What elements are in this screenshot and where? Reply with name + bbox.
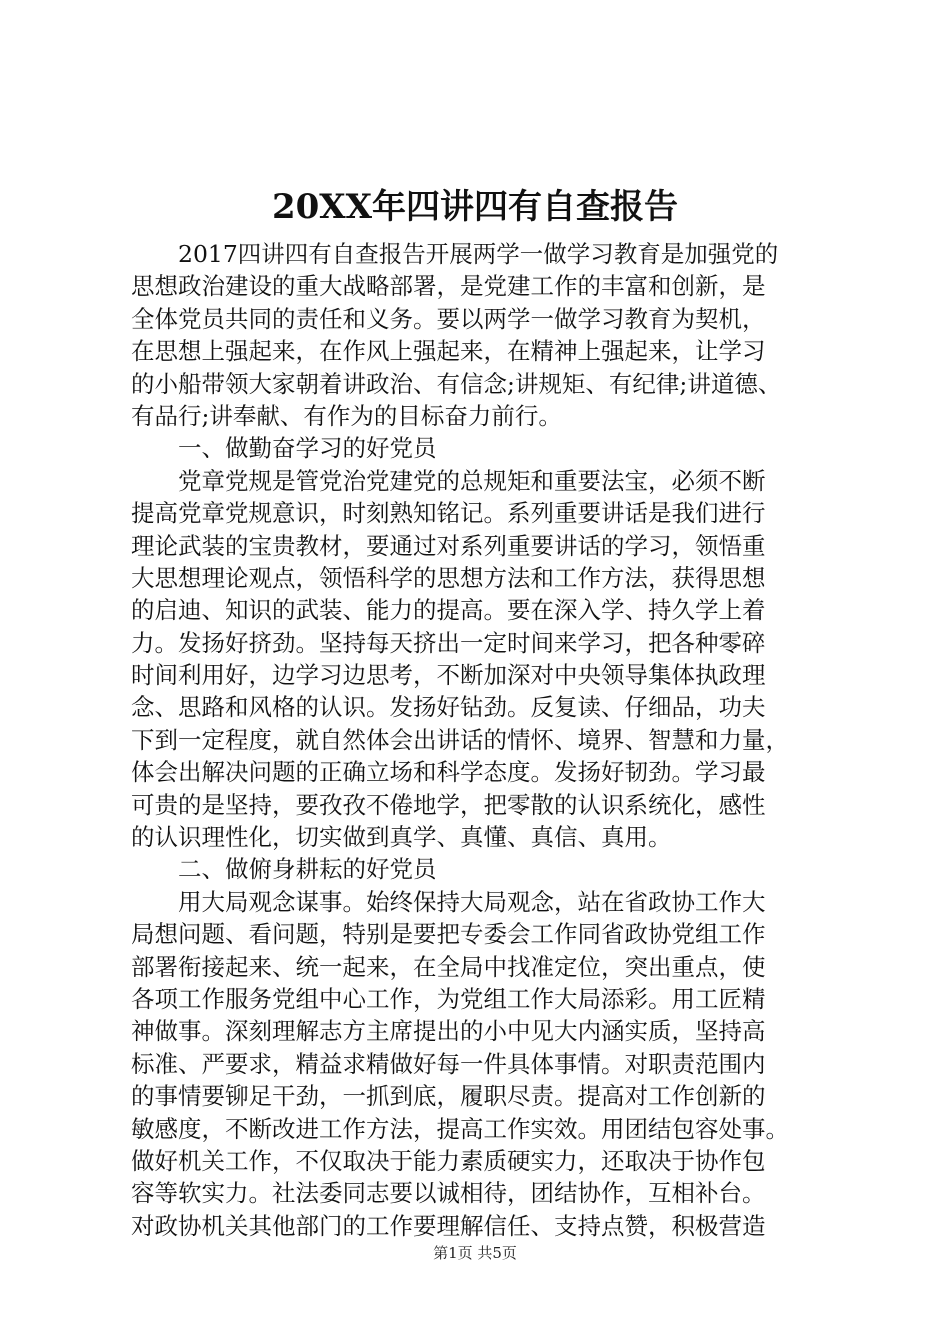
text-line: 的事情要铆足干劲，一抓到底，履职尽责。提高对工作创新的 <box>131 1082 766 1111</box>
text-line: 思想政治建设的重大战略部署，是党建工作的丰富和创新，是 <box>131 272 766 301</box>
text-line: 下到一定程度，就自然体会出讲话的情怀、境界、智慧和力量， <box>131 725 789 754</box>
text-line: 敏感度，不断改进工作方法，提高工作实效。用团结包容处事。 <box>131 1114 789 1143</box>
section-heading: 一、做勤奋学习的好党员 <box>178 434 437 463</box>
text-line: 在思想上强起来，在作风上强起来，在精神上强起来，让学习 <box>131 337 766 366</box>
text-line: 局想问题、看问题，特别是要把专委会工作同省政协党组工作 <box>131 920 766 949</box>
text-line: 的启迪、知识的武装、能力的提高。要在深入学、持久学上着 <box>131 596 766 625</box>
text-line: 的小船带领大家朝着讲政治、有信念;讲规矩、有纪律;讲道德、 <box>131 369 782 398</box>
text-line: 部署衔接起来、统一起来，在全局中找准定位，突出重点，使 <box>131 952 766 981</box>
text-line: 可贵的是坚持，要孜孜不倦地学，把零散的认识系统化，感性 <box>131 790 766 819</box>
text-line: 各项工作服务党组中心工作，为党组工作大局添彩。用工匠精 <box>131 984 766 1013</box>
text-line: 理论武装的宝贵教材，要通过对系列重要讲话的学习，领悟重 <box>131 531 766 560</box>
text-line: 2017四讲四有自查报告开展两学一做学习教育是加强党的 <box>178 240 779 268</box>
text-line: 容等软实力。社法委同志要以诚相待，团结协作，互相补台。 <box>131 1179 766 1208</box>
text-line: 做好机关工作，不仅取决于能力素质硬实力，还取决于协作包 <box>131 1146 766 1175</box>
document-body <box>131 238 831 1242</box>
page-number: 第1页 共5页 <box>433 1244 517 1262</box>
text-line: 力。发扬好挤劲。坚持每天挤出一定时间来学习，把各种零碎 <box>131 628 766 657</box>
text-line: 标准、严要求，精益求精做好每一件具体事情。对职责范围内 <box>131 1049 766 1078</box>
section-heading: 二、做俯身耕耘的好党员 <box>178 855 437 884</box>
text-line: 对政协机关其他部门的工作要理解信任、支持点赞，积极营造 <box>131 1211 766 1240</box>
text-line: 全体党员共同的责任和义务。要以两学一做学习教育为契机， <box>131 304 766 333</box>
text-line: 的认识理性化，切实做到真学、真懂、真信、真用。 <box>131 823 672 852</box>
text-line: 时间利用好，边学习边思考，不断加深对中央领导集体执政理 <box>131 661 766 690</box>
text-line: 神做事。深刻理解志方主席提出的小中见大内涵实质，坚持高 <box>131 1017 766 1046</box>
text-line: 体会出解决问题的正确立场和科学态度。发扬好韧劲。学习最 <box>131 758 766 787</box>
document-title: 20XX年四讲四有自查报告 <box>271 187 679 227</box>
text-line: 党章党规是管党治党建党的总规矩和重要法宝，必须不断 <box>178 466 766 495</box>
text-line: 有品行;讲奉献、有作为的目标奋力前行。 <box>131 401 562 430</box>
text-line: 大思想理论观点，领悟科学的思想方法和工作方法，获得思想 <box>131 563 766 592</box>
text-line: 念、思路和风格的认识。发扬好钻劲。反复读、仔细品，功夫 <box>131 693 766 722</box>
text-line: 用大局观念谋事。始终保持大局观念，站在省政协工作大 <box>178 887 766 916</box>
text-line: 提高党章党规意识，时刻熟知铭记。系列重要讲话是我们进行 <box>131 499 766 528</box>
